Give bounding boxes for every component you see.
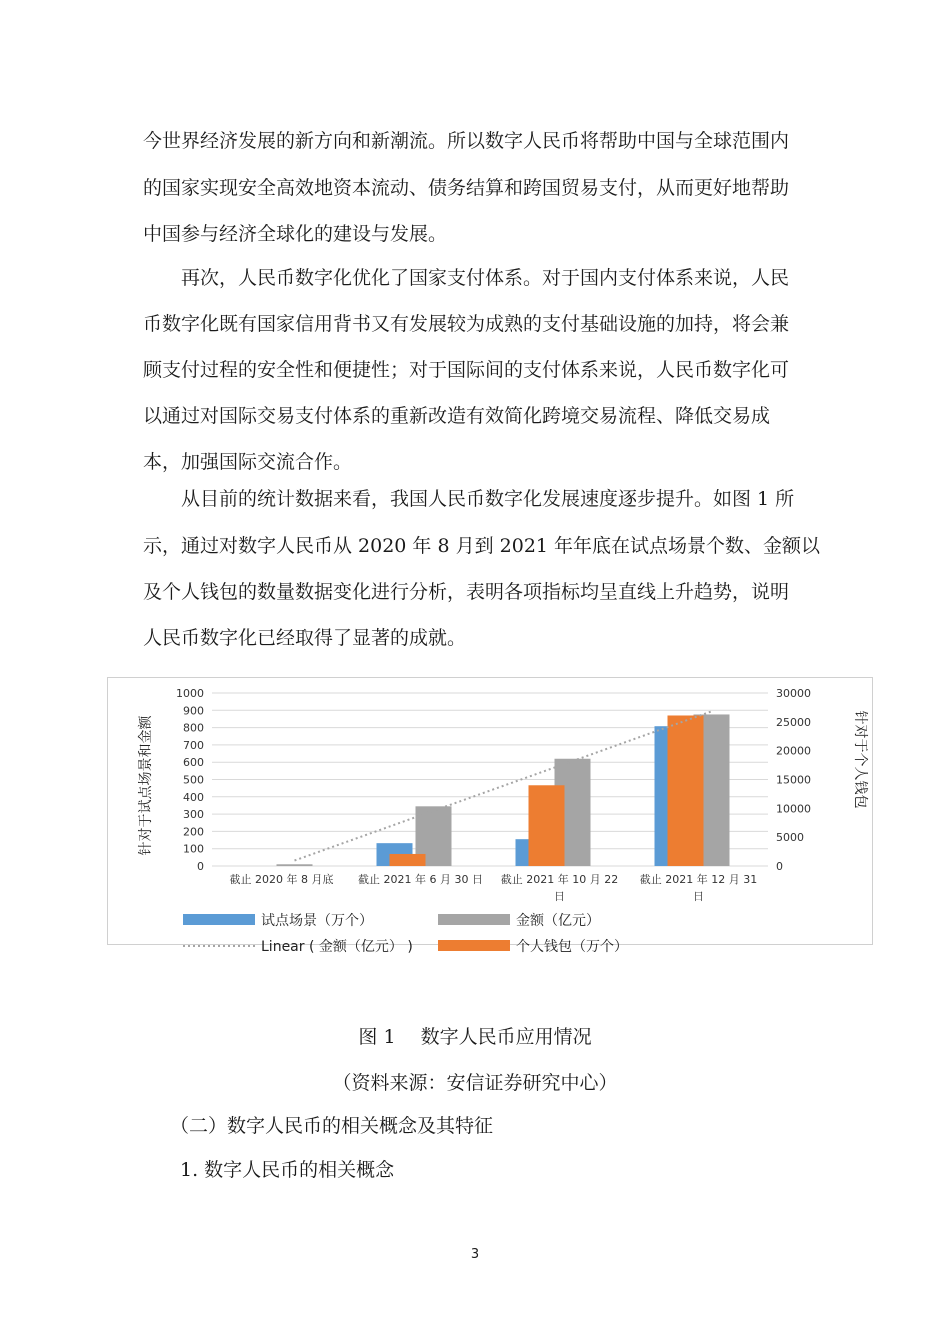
bar-personal-wallets: [668, 715, 704, 866]
y-tick-label: 700: [183, 738, 204, 752]
y2-tick-label: 25000: [776, 715, 811, 729]
page-number: 3: [470, 1247, 480, 1262]
paragraph-line: 以通过对国际交易支付体系的重新改造有效简化跨境交易流程、降低交易成: [143, 405, 771, 427]
legend-swatch: [438, 914, 510, 925]
legend-label: 个人钱包（万个）: [516, 939, 628, 955]
y-tick-label: 800: [183, 721, 204, 735]
y-tick-label: 600: [183, 756, 204, 770]
x-tick-label: 截止 2021 年 10 月 22: [500, 873, 619, 886]
figure-source: （资料来源：安信证券研究中心）: [332, 1072, 618, 1094]
paragraph-line: 从目前的统计数据来看，我国人民币数字化发展速度逐步提升。如图 1 所: [181, 488, 795, 510]
paragraph-line: 顾支付过程的安全性和便捷性；对于国际间的支付体系来说，人民币数字化可: [143, 359, 790, 381]
x-tick-label: 截止 2021 年 6 月 30 日: [358, 873, 483, 886]
y-tick-label: 500: [183, 773, 204, 787]
y2-tick-label: 20000: [776, 744, 811, 758]
y2-tick-label: 30000: [776, 687, 811, 700]
figure-caption: 图 1 数字人民币应用情况: [358, 1026, 592, 1048]
x-tick-label: 日: [693, 890, 704, 903]
y2-tick-label: 15000: [776, 773, 811, 787]
chart-frame: [107, 677, 873, 955]
x-tick-label: 日: [554, 890, 565, 903]
section-heading: （二）数字人民币的相关概念及其特征: [170, 1115, 494, 1137]
paragraph-line: 及个人钱包的数量数据变化进行分析，表明各项指标均呈直线上升趋势，说明: [143, 581, 790, 603]
bar-amount: [277, 864, 313, 866]
legend-swatch: [183, 914, 255, 925]
y-tick-label: 100: [183, 842, 204, 856]
y-tick-label: 900: [183, 704, 204, 718]
y-tick-label: 0: [197, 860, 204, 873]
paragraph-line: 中国参与经济全球化的建设与发展。: [143, 223, 448, 245]
y-tick-label: 400: [183, 790, 204, 804]
paragraph-line: 示，通过对数字人民币从 2020 年 8 月到 2021 年年底在试点场景个数、金额以: [143, 535, 821, 557]
y2-tick-label: 0: [776, 860, 783, 873]
x-tick-label: 截止 2021 年 12 月 31: [639, 873, 758, 886]
y-tick-label: 1000: [176, 687, 204, 700]
x-tick-label: 截止 2020 年 8 月底: [229, 873, 334, 886]
subsection-heading: 1. 数字人民币的相关概念: [180, 1159, 395, 1181]
y2-axis-title: 针对于个人钱包: [852, 710, 868, 809]
paragraph-line: 本，加强国际交流合作。: [143, 451, 353, 473]
bar-personal-wallets: [529, 785, 565, 866]
legend-swatch: [438, 940, 510, 951]
legend-label: 金额（亿元）: [516, 913, 600, 929]
y-tick-label: 200: [183, 825, 204, 839]
paragraph-line: 再次，人民币数字化优化了国家支付体系。对于国内支付体系来说，人民: [181, 267, 790, 289]
chart-svg: [108, 678, 874, 955]
legend-label: 试点场景（万个）: [261, 913, 373, 929]
y-tick-label: 300: [183, 808, 204, 822]
y-axis-title: 针对于试点场景和金额: [138, 715, 154, 856]
y2-tick-label: 5000: [776, 831, 804, 845]
paragraph-line: 今世界经济发展的新方向和新潮流。所以数字人民币将帮助中国与全球范围内: [143, 130, 790, 152]
bar-personal-wallets: [390, 854, 426, 866]
paragraph-line: 的国家实现安全高效地资本流动、债务结算和跨国贸易支付，从而更好地帮助: [143, 177, 790, 199]
paragraph-line: 人民币数字化已经取得了显著的成就。: [143, 627, 467, 649]
legend-label: Linear ( 金额（亿元） ): [261, 939, 413, 955]
paragraph-line: 币数字化既有国家信用背书又有发展较为成熟的支付基础设施的加持，将会兼: [143, 313, 790, 335]
y2-tick-label: 10000: [776, 802, 811, 816]
trendline: [295, 711, 712, 860]
